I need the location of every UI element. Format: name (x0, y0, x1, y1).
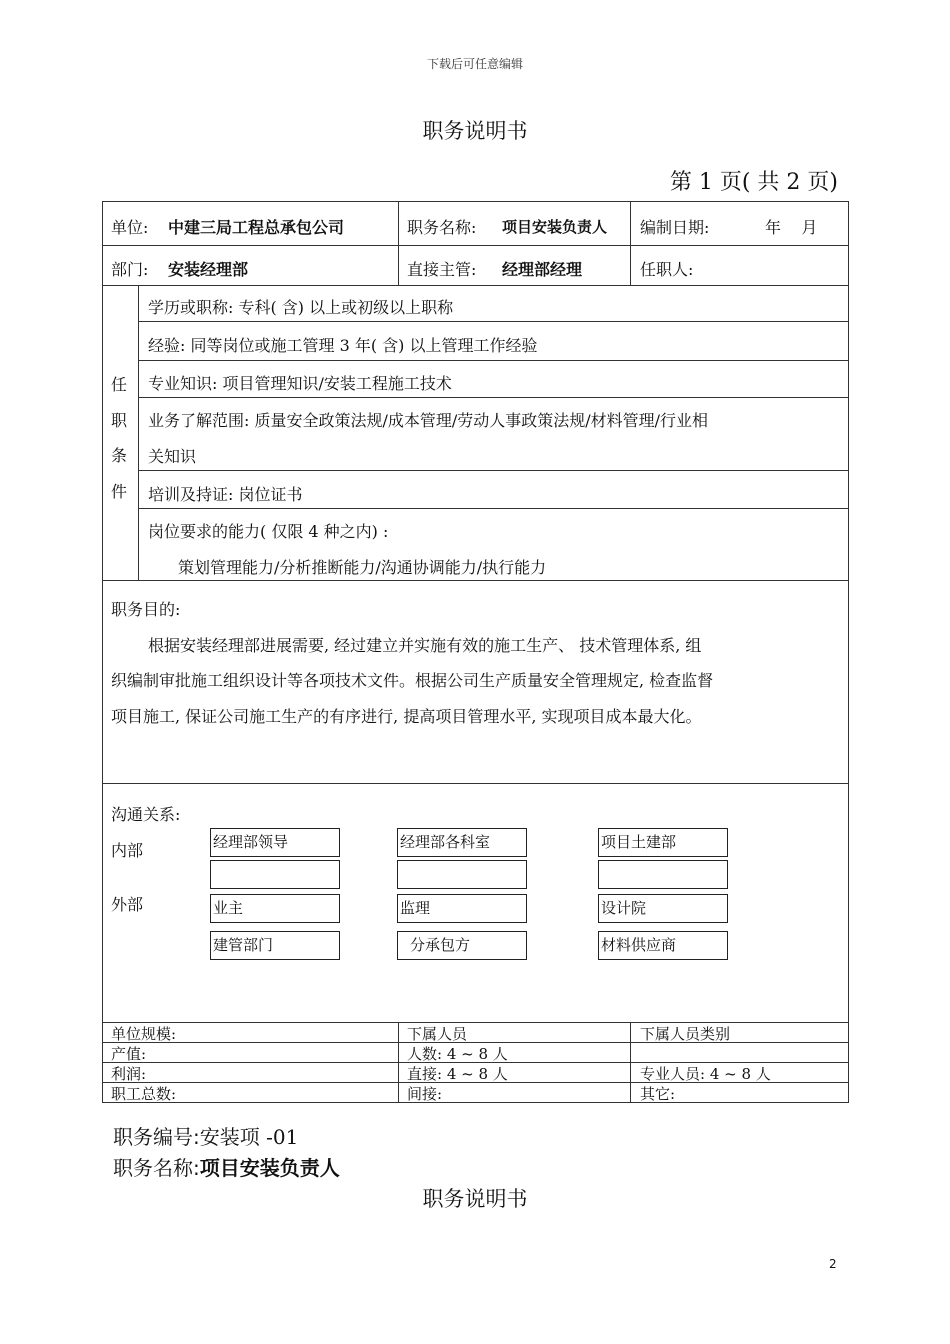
contact-box (210, 860, 340, 889)
position-number-label: 职务编号: (113, 1125, 200, 1149)
page-number: 2 (829, 1257, 837, 1271)
ability-title: 岗位要求的能力( 仅限 4 种之内) : (148, 522, 389, 541)
purpose-line2: 织编制审批施工组织设计等各项技术文件。根据公司生产质量安全管理规定, 检查监督 (111, 671, 714, 690)
stat-label: 利润: (111, 1065, 147, 1083)
business-scope-line1: 业务了解范围: 质量安全政策法规/成本管理/劳动人事政策法规/材料管理/行业相 (148, 411, 709, 430)
contact-box: 监理 (397, 894, 527, 923)
dept-value: 安装经理部 (168, 260, 249, 279)
position-name-label: 职务名称: (113, 1156, 200, 1180)
stat-label: 职工总数: (111, 1085, 177, 1103)
position-name (113, 1152, 340, 1181)
internal-label: 内部 (111, 841, 144, 860)
dept-label: 部门: (111, 260, 149, 279)
stat-value: 间接: (407, 1085, 443, 1103)
position-name-value: 项目安装负责人 (199, 1156, 340, 1180)
document-title: 职务说明书 (422, 119, 528, 143)
contact-box: 建管部门 (210, 931, 340, 960)
ability-value: 策划管理能力/分析推断能力/沟通协调能力/执行能力 (178, 558, 547, 577)
date-value: 年 月 (765, 218, 818, 237)
stat-value: 其它: (640, 1085, 676, 1103)
education-requirement: 学历或职称: 专科( 含) 以上或初级以上职称 (148, 298, 454, 317)
business-scope-line2: 关知识 (148, 447, 197, 466)
position-number (113, 1121, 298, 1150)
communication-label: 沟通关系: (111, 805, 181, 824)
position-label: 职务名称: (407, 218, 477, 237)
stat-value: 人数: 4 ~ 8 人 (407, 1045, 508, 1063)
date-label: 编制日期: (640, 218, 710, 237)
contact-box: 设计院 (598, 894, 728, 923)
page-count: 第 1 页( 共 2 页) (669, 170, 838, 195)
contact-box: 经理部各科室 (397, 828, 527, 857)
contact-box: 经理部领导 (210, 828, 340, 857)
qualification-side-char-2: 职 (111, 411, 128, 430)
stat-label: 下属人员 (407, 1025, 468, 1043)
knowledge-requirement: 专业知识: 项目管理知识/安装工程施工技术 (148, 374, 452, 393)
purpose-line3: 项目施工, 保证公司施工生产的有序进行, 提高项目管理水平, 实现项目成本最大化。 (111, 707, 702, 726)
incumbent-label: 任职人: (640, 260, 694, 279)
stat-value: 直接: 4 ~ 8 人 (407, 1065, 508, 1083)
supervisor-value: 经理部经理 (502, 260, 583, 279)
stat-label: 下属人员类别 (640, 1025, 731, 1043)
contact-box: 项目土建部 (598, 828, 728, 857)
header-note: 下载后可任意编辑 (426, 57, 523, 71)
position-number-value: 安装项 -01 (199, 1125, 299, 1149)
experience-requirement: 经验: 同等岗位或施工管理 3 年( 含) 以上管理工作经验 (148, 336, 538, 355)
qualification-side-char-4: 件 (111, 482, 128, 501)
contact-box: 业主 (210, 894, 340, 923)
qualification-side-char-1: 任 (111, 375, 128, 394)
qualification-side-char-3: 条 (111, 446, 128, 465)
contact-box (598, 860, 728, 889)
stat-value: 专业人员: 4 ~ 8 人 (640, 1065, 771, 1083)
position-value: 项目安装负责人 (502, 218, 608, 236)
unit-label: 单位: (111, 218, 149, 237)
contact-box (397, 860, 527, 889)
training-requirement: 培训及持证: 岗位证书 (148, 485, 303, 504)
next-page-title: 职务说明书 (422, 1187, 528, 1211)
purpose-label: 职务目的: (111, 600, 181, 619)
unit-value: 中建三局工程总承包公司 (168, 218, 345, 237)
external-label: 外部 (111, 895, 144, 914)
stat-label: 单位规模: (111, 1025, 177, 1043)
purpose-line1: 根据安装经理部进展需要, 经过建立并实施有效的施工生产、 技术管理体系, 组 (148, 636, 702, 655)
stat-label: 产值: (111, 1045, 147, 1063)
contact-box: 材料供应商 (598, 931, 728, 960)
supervisor-label: 直接主管: (407, 260, 477, 279)
contact-box: 分承包方 (397, 931, 527, 960)
